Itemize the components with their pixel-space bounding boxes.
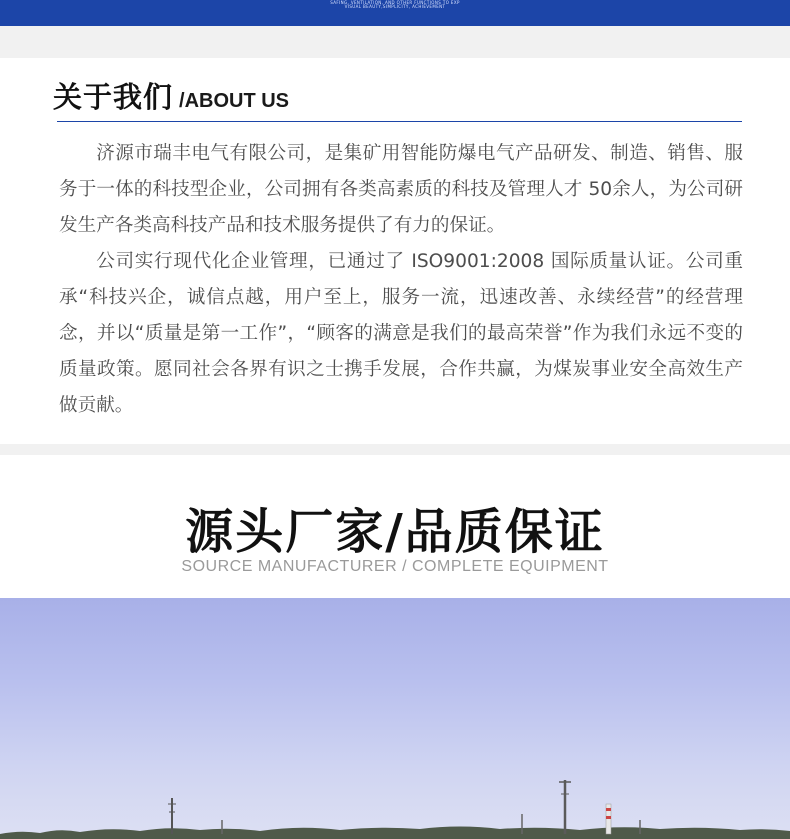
section-title-cn: 源头厂家/品质保证 [185, 504, 605, 560]
about-us-section [0, 58, 790, 444]
manufacturer-section-heading [0, 455, 790, 598]
about-us-title-cn: 关于我们 [53, 80, 174, 114]
about-paragraph-1: 济源市瑞丰电气有限公司，是集矿用智能防爆电气产品研发、制造、销售、服务于一体的科技型企业，公司拥有各类高素质的科技及管理人才 50余人，为公司研发生产各类高科技产品和技术服务提供了有力的保证。 [59, 143, 743, 236]
banner-tagline-1: SAFING, VENTILATION, AND OTHER FUNCTIONS TO EXP [330, 0, 460, 5]
section-title-en: SOURCE MANUFACTURER / COMPLETE EQUIPMENT [181, 558, 609, 575]
factory-photo [0, 598, 790, 839]
about-paragraph-2: 公司实行现代化企业管理，已通过了 ISO9001:2008 国际质量认证。公司重承“科技兴企，诚信点越，用户至上，服务一流，迅速改善、永续经营”的经营理念，并以“质量是第一工作”，“顾客的满意是我们的最高荣誉”作为我们永远不变的质量政策。愿同社会各界有识之士携手发展，合作共赢，为煤炭事业安全高效生产做贡献。 [59, 251, 743, 416]
about-us-heading [53, 75, 289, 116]
about-us-body [59, 136, 743, 424]
about-us-title-en: /ABOUT US [179, 90, 290, 112]
top-banner [0, 0, 790, 26]
banner-tagline-2: VISUAL BEAUTY,SIMPLICITY, ACHIEVEMENT [344, 4, 446, 9]
heading-divider [57, 121, 742, 122]
factory-skyline-image [0, 598, 790, 839]
